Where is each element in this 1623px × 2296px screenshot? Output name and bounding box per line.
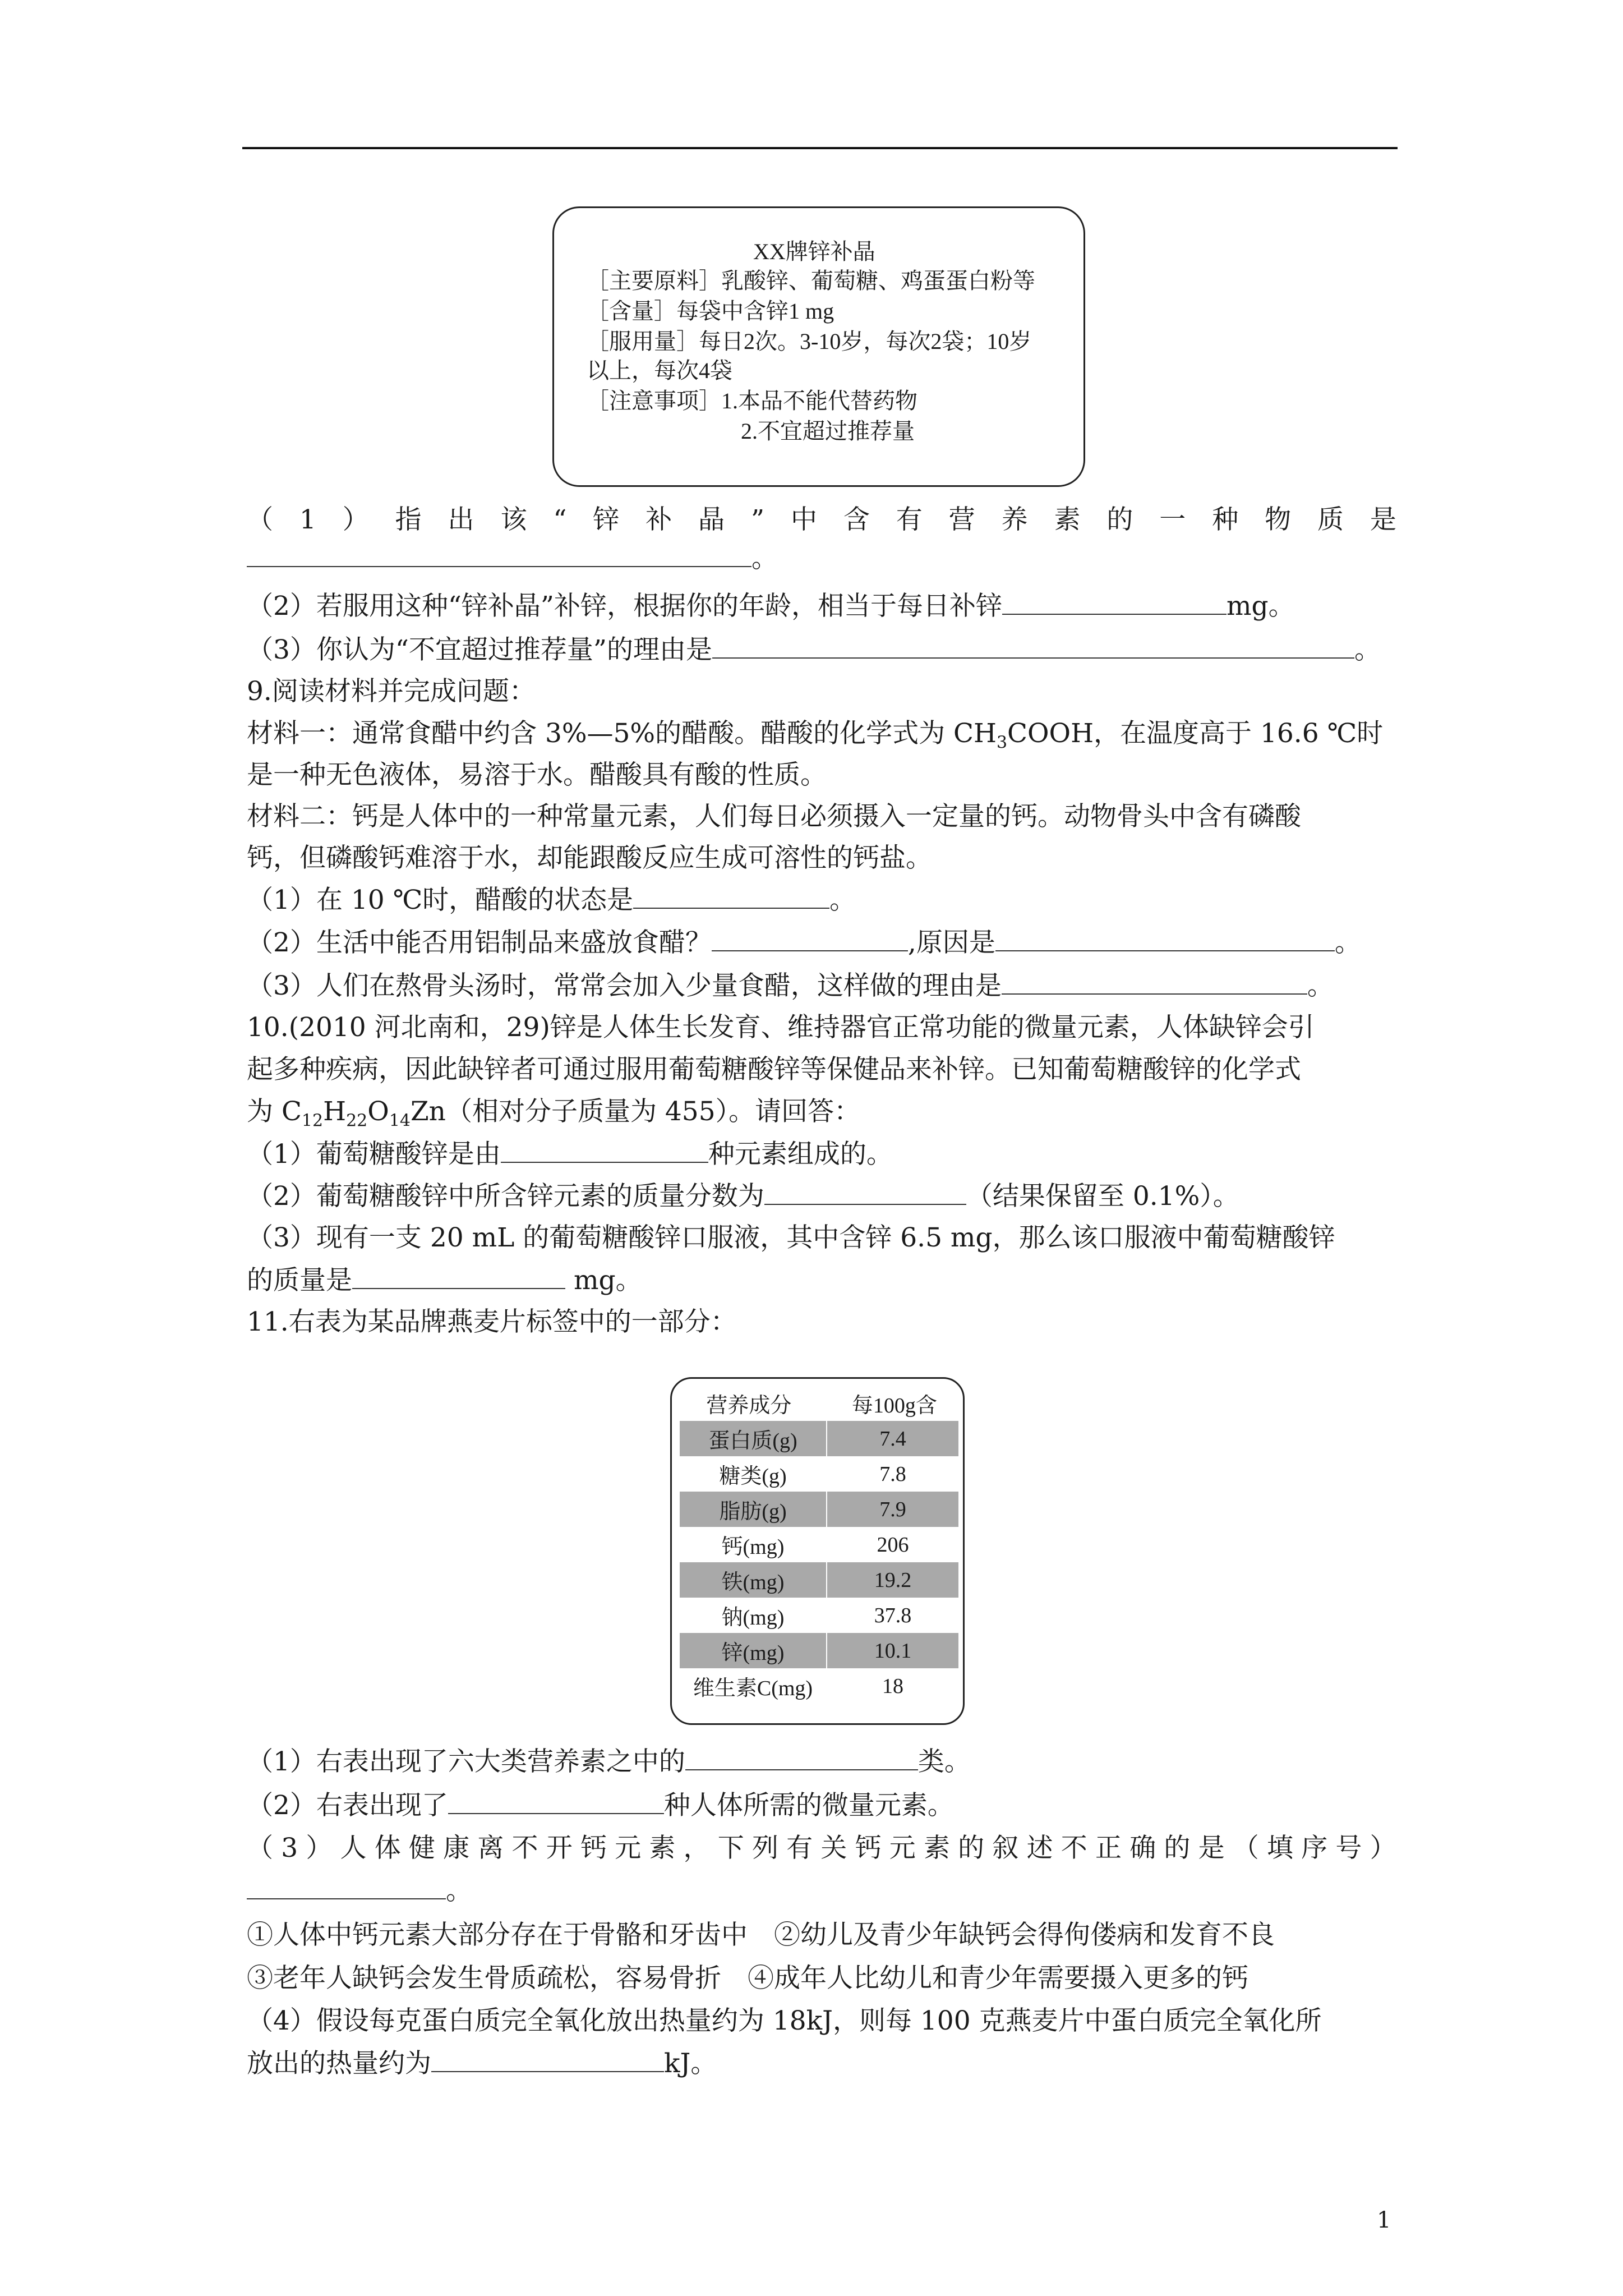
q9-part2: （2）生活中能否用铝制品来盛放食醋？ ,原因是 。: [247, 926, 1361, 960]
answer-blank[interactable]: [712, 633, 1354, 659]
nutrient-amount: 7.8: [879, 1462, 906, 1486]
justified-char: ）: [1370, 1833, 1396, 1864]
justified-char: 确: [1129, 1833, 1156, 1864]
table-row: [680, 1492, 958, 1528]
justified-char: 序: [1301, 1833, 1328, 1864]
nutrient-amount: 18: [882, 1674, 903, 1698]
justified-char: 该: [500, 504, 527, 535]
justified-char: 元: [889, 1833, 916, 1864]
q9-material1-line2: 是一种无色液体，易溶于水。醋酸具有酸的性质。: [247, 760, 827, 790]
justified-char: 钙: [580, 1833, 607, 1864]
table-row: [680, 1421, 958, 1457]
justified-char: 含: [843, 504, 870, 535]
justified-char: 不: [1061, 1833, 1087, 1864]
justified-char: 正: [1095, 1833, 1122, 1864]
label-line: 以上，每次4袋: [587, 358, 732, 383]
table-row: [680, 1456, 958, 1493]
nutrient-name: 脂肪(g): [680, 1492, 827, 1527]
q10-part1: （1）葡萄糖酸锌是由 种元素组成的。: [247, 1137, 893, 1171]
nutrient-amount: 10.1: [874, 1639, 912, 1663]
table-row: [680, 1562, 958, 1599]
justified-char: 钙: [855, 1833, 882, 1864]
q10-part3-line1: （3）现有一支 20 mL 的葡萄糖酸锌口服液，其中含锌 6.5 mg，那么该口服液中葡萄糖酸锌: [247, 1222, 1335, 1253]
q10-part2: （2）葡萄糖酸锌中所含锌元素的质量分数为 （结果保留至 0.1%）。: [247, 1179, 1239, 1213]
q11-part1: （1）右表出现了六大类营养素之中的 类。: [247, 1745, 971, 1779]
nutrient-name: 钠(mg): [680, 1598, 827, 1633]
justified-char: 晶: [698, 504, 725, 535]
nutrient-name: 铁(mg): [680, 1562, 827, 1598]
justified-char: 锌: [593, 504, 620, 535]
q9-material1-line1: 材料一：通常食醋中约含 3%—5%的醋酸。醋酸的化学式为 $CH_3COOH$，在温度高于 16.6 ℃时: [247, 718, 1384, 753]
justified-char: ）: [306, 1833, 333, 1864]
q9-part3: （3）人们在熬骨头汤时，常常会加入少量食醋，这样做的理由是 。: [247, 969, 1334, 1003]
table-row: [680, 1633, 958, 1669]
justified-char: ，: [683, 1833, 710, 1864]
justified-char: 不: [511, 1833, 538, 1864]
page-number: 1: [1377, 2207, 1391, 2233]
nutrient-name: 维生素C(mg): [680, 1668, 827, 1704]
justified-char: 下: [717, 1833, 744, 1864]
justified-char: 元: [615, 1833, 642, 1864]
justified-char: 述: [1026, 1833, 1053, 1864]
answer-blank[interactable]: [1002, 969, 1307, 995]
q11-part4-line2: 放出的热量约为 kJ。: [247, 2046, 717, 2081]
q9-part1: （1）在 10 ℃时，醋酸的状态是 。: [247, 883, 856, 917]
justified-char: 出: [448, 504, 474, 535]
table-header-cell: 营养成分: [706, 1394, 792, 1418]
q11-title: 11.右表为某品牌燕麦片标签中的一部分：: [247, 1306, 737, 1337]
justified-char: 质: [1317, 504, 1344, 535]
q9-title: 9.阅读材料并完成问题：: [247, 676, 536, 707]
answer-blank[interactable]: [352, 1263, 565, 1289]
justified-char: 补: [645, 504, 672, 535]
justified-char: 营: [948, 504, 975, 535]
justified-char: ”: [751, 504, 765, 535]
table-row: [680, 1668, 958, 1705]
justified-char: 健: [408, 1833, 435, 1864]
label-line: ［含量］每袋中含锌1 mg: [587, 298, 834, 324]
label-line: ［主要原料］乳酸锌、葡萄糖、鸡蛋蛋白粉等: [587, 268, 1035, 293]
justified-char: 指: [395, 504, 422, 535]
supplement-label: [552, 206, 1085, 487]
answer-blank[interactable]: [431, 2046, 664, 2072]
table-header: [672, 1386, 963, 1421]
table-header-cell: 每100g含: [851, 1394, 937, 1418]
q11-options-line1: ①人体中钙元素大部分存在于骨骼和牙齿中 ②幼儿及青少年缺钙会得佝偻病和发育不良: [247, 1920, 1275, 1950]
q8-part3: （3）你认为“不宜超过推荐量”的理由是 。: [247, 633, 1381, 667]
q11-part4-line1: （4）假设每克蛋白质完全氧化放出热量约为 18kJ，则每 100 克燕麦片中蛋白质完全氧化所: [247, 2005, 1322, 2036]
table-row: [680, 1527, 958, 1563]
q10-line1: 10.(2010 河北南和，29)锌是人体生长发育、维持器官正常功能的微量元素，人体缺锌会引: [247, 1012, 1315, 1043]
answer-blank[interactable]: [764, 1179, 966, 1205]
nutrient-amount: 19.2: [874, 1568, 912, 1592]
nutrient-amount: 7.4: [879, 1427, 906, 1451]
answer-blank[interactable]: [247, 541, 751, 567]
justified-char: 康: [443, 1833, 470, 1864]
label-line: 2.不宜超过推荐量: [741, 418, 915, 444]
justified-char: 体: [374, 1833, 401, 1864]
q10-line3: 为 $C_{12}H_{22}O_{14}Zn$（相对分子质量为 455）。请回答：: [247, 1096, 861, 1131]
justified-char: 的: [958, 1833, 985, 1864]
justified-char: 叙: [992, 1833, 1019, 1864]
nutrient-name: 锌(mg): [680, 1633, 827, 1668]
answer-blank[interactable]: [633, 883, 829, 909]
justified-char: 列: [751, 1833, 778, 1864]
justified-char: 人: [340, 1833, 367, 1864]
nutrient-name: 糖类(g): [680, 1456, 827, 1492]
table-row: [680, 1598, 958, 1634]
answer-blank[interactable]: [995, 926, 1335, 951]
nutrient-amount: 37.8: [874, 1603, 912, 1627]
q11-options-line2: ③老年人缺钙会发生骨质疏松，容易骨折 ④成年人比幼儿和青少年需要摄入更多的钙: [247, 1963, 1248, 1994]
nutrient-name: 钙(mg): [680, 1527, 827, 1562]
justified-char: 填: [1267, 1833, 1293, 1864]
q8-part2: （2）若服用这种“锌补晶”补锌，根据你的年龄，相当于每日补锌 mg。: [247, 589, 1295, 623]
answer-blank[interactable]: [1002, 589, 1227, 615]
answer-blank[interactable]: [501, 1137, 708, 1163]
q11-part2: （2）右表出现了 种人体所需的微量元素。: [247, 1788, 954, 1823]
justified-char: 素: [1054, 504, 1081, 535]
justified-char: 的: [1106, 504, 1133, 535]
justified-char: 物: [1265, 504, 1292, 535]
justified-char: 离: [477, 1833, 504, 1864]
justified-char: 有: [786, 1833, 813, 1864]
q11-part3-justified: [247, 1832, 1396, 1865]
justified-char: 1: [299, 504, 316, 535]
label-title: XX牌锌补晶: [753, 239, 875, 264]
justified-char: 是: [1370, 504, 1396, 535]
justified-char: 有: [896, 504, 923, 535]
justified-char: 3: [281, 1833, 298, 1864]
label-line: ［注意事项］1.本品不能代替药物: [587, 388, 917, 413]
header-rule: [242, 147, 1398, 149]
justified-char: （: [247, 1833, 273, 1864]
q9-material2-line2: 钙，但磷酸钙难溶于水，却能跟酸反应生成可溶性的钙盐。: [247, 843, 932, 873]
answer-blank[interactable]: [685, 1745, 918, 1770]
nutrition-table: [670, 1377, 965, 1725]
label-line: ［服用量］每日2次。3-10岁，每次2袋；10岁: [587, 329, 1032, 354]
justified-char: “: [553, 504, 567, 535]
justified-char: 一: [1159, 504, 1186, 535]
justified-char: （: [247, 504, 273, 535]
answer-blank[interactable]: [247, 1874, 446, 1899]
q10-part3-line2: 的质量是 mg。: [247, 1263, 642, 1297]
q9-material2-line1: 材料二：钙是人体中的一种常量元素，人们每日必须摄入一定量的钙。动物骨头中含有磷酸: [247, 801, 1301, 832]
justified-char: 关: [820, 1833, 847, 1864]
answer-blank[interactable]: [712, 926, 908, 951]
justified-char: 号: [1335, 1833, 1362, 1864]
q8-part1-justified: [247, 503, 1396, 537]
nutrient-name: 蛋白质(g): [680, 1421, 827, 1456]
q11-part3-answer-line: 。: [247, 1874, 472, 1908]
justified-char: 是: [1198, 1833, 1225, 1864]
q8-part1-answer-line: 。: [247, 541, 778, 576]
justified-char: （: [1232, 1833, 1259, 1864]
justified-char: 种: [1212, 504, 1239, 535]
justified-char: 开: [546, 1833, 573, 1864]
q10-line2: 起多种疾病，因此缺锌者可通过服用葡萄糖酸锌等保健品来补锌。已知葡萄糖酸锌的化学式: [247, 1054, 1301, 1085]
justified-char: 素: [923, 1833, 950, 1864]
nutrient-amount: 206: [877, 1533, 909, 1557]
justified-char: 素: [649, 1833, 676, 1864]
justified-char: ）: [342, 504, 369, 535]
nutrient-amount: 7.9: [879, 1497, 906, 1521]
justified-char: 养: [1001, 504, 1028, 535]
justified-char: 的: [1164, 1833, 1191, 1864]
answer-blank[interactable]: [448, 1788, 664, 1814]
justified-char: 中: [790, 504, 817, 535]
